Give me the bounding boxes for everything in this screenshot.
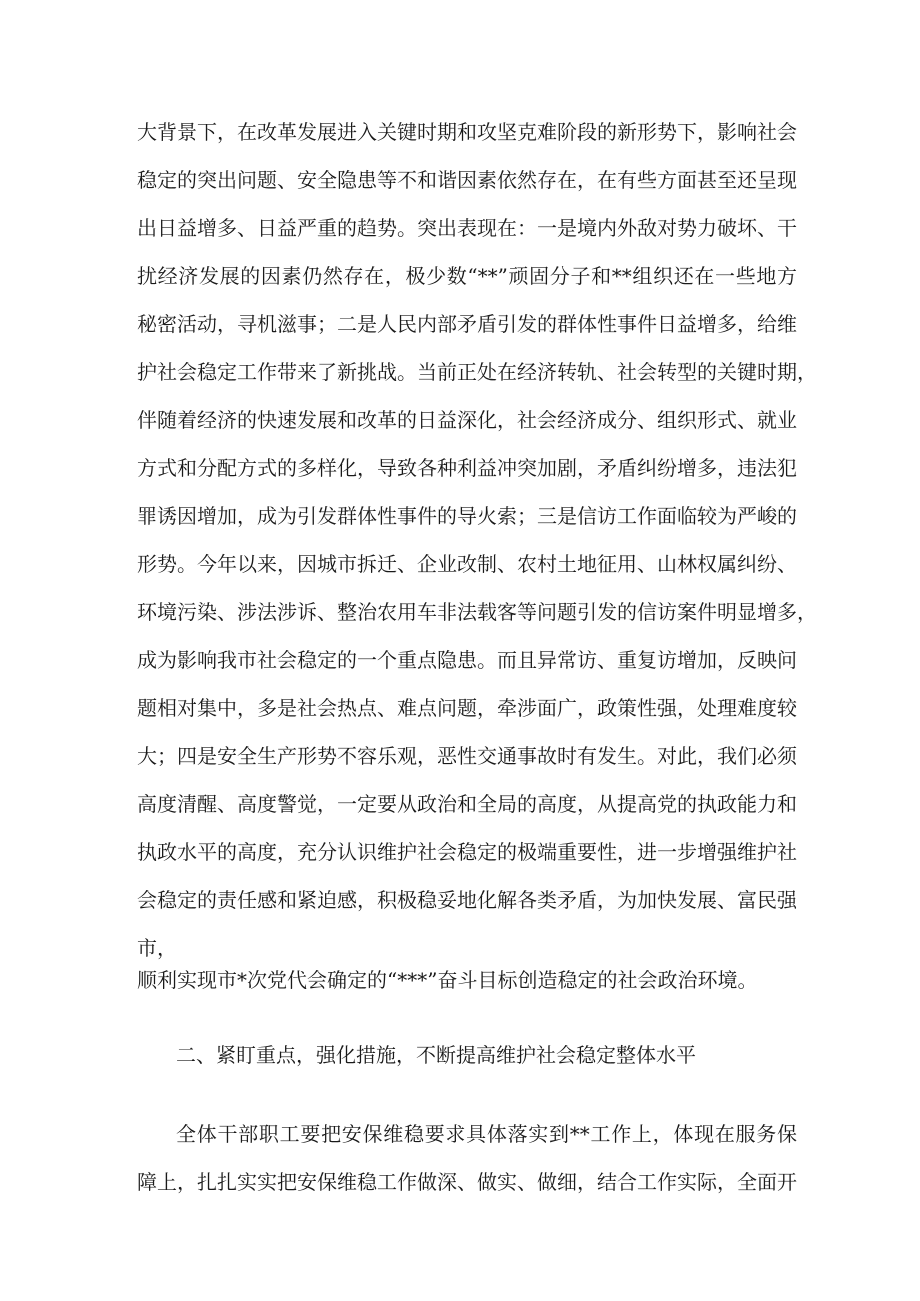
- paragraph-line: 顺利实现市*次党代会确定的“***”奋斗目标创造稳定的社会政治环境。: [137, 968, 758, 992]
- paragraph-line: 方式和分配方式的多样化，导致各种利益冲突加剧，矛盾纠纷增多，违法犯: [137, 456, 797, 480]
- paragraph-line: 会稳定的责任感和紧迫感，积极稳妥地化解各类矛盾，为加快发展、富民强: [137, 888, 797, 912]
- paragraph-line: 障上，扎扎实实把安保维稳工作做深、做实、做细，结合工作实际，全面开: [137, 1170, 797, 1194]
- paragraph-line: 形势。今年以来，因城市拆迁、企业改制、农村土地征用、山林权属纠纷、: [137, 552, 797, 576]
- paragraph-line: 大；四是安全生产形势不容乐观，恶性交通事故时有发生。对此，我们必须: [137, 744, 797, 768]
- paragraph-line: 环境污染、涉法涉诉、整治农用车非法载客等问题引发的信访案件明显增多，: [137, 600, 817, 624]
- paragraph-line: 市，: [137, 936, 177, 960]
- paragraph-line: 罪诱因增加，成为引发群体性事件的导火索；三是信访工作面临较为严峻的: [137, 504, 797, 528]
- paragraph-line: 稳定的突出问题、安全隐患等不和谐因素依然存在，在有些方面甚至还呈现: [137, 168, 797, 192]
- paragraph-line: 成为影响我市社会稳定的一个重点隐患。而且异常访、重复访增加，反映问: [137, 648, 797, 672]
- section-heading: 二、紧盯重点，强化措施，不断提高维护社会稳定整体水平: [176, 1043, 696, 1067]
- paragraph-line: 出日益增多、日益严重的趋势。突出表现在：一是境内外敌对势力破坏、干: [137, 216, 797, 240]
- paragraph-line: 秘密活动，寻机滋事；二是人民内部矛盾引发的群体性事件日益增多，给维: [137, 312, 797, 336]
- paragraph-line: 伴随着经济的快速发展和改革的日益深化，社会经济成分、组织形式、就业: [137, 408, 797, 432]
- paragraph-line: 全体干部职工要把安保维稳要求具体落实到**工作上，体现在服务保: [176, 1122, 797, 1146]
- paragraph-line: 题相对集中，多是社会热点、难点问题，牵涉面广，政策性强，处理难度较: [137, 696, 797, 720]
- paragraph-line: 高度清醒、高度警觉，一定要从政治和全局的高度，从提高党的执政能力和: [137, 792, 797, 816]
- paragraph-line: 护社会稳定工作带来了新挑战。当前正处在经济转轨、社会转型的关键时期，: [137, 360, 817, 384]
- paragraph-line: 扰经济发展的因素仍然存在，极少数“**”顽固分子和**组织还在一些地方: [137, 264, 797, 288]
- paragraph-line: 执政水平的高度，充分认识维护社会稳定的极端重要性，进一步增强维护社: [137, 840, 797, 864]
- paragraph-line: 大背景下，在改革发展进入关键时期和攻坚克难阶段的新形势下，影响社会: [137, 120, 797, 144]
